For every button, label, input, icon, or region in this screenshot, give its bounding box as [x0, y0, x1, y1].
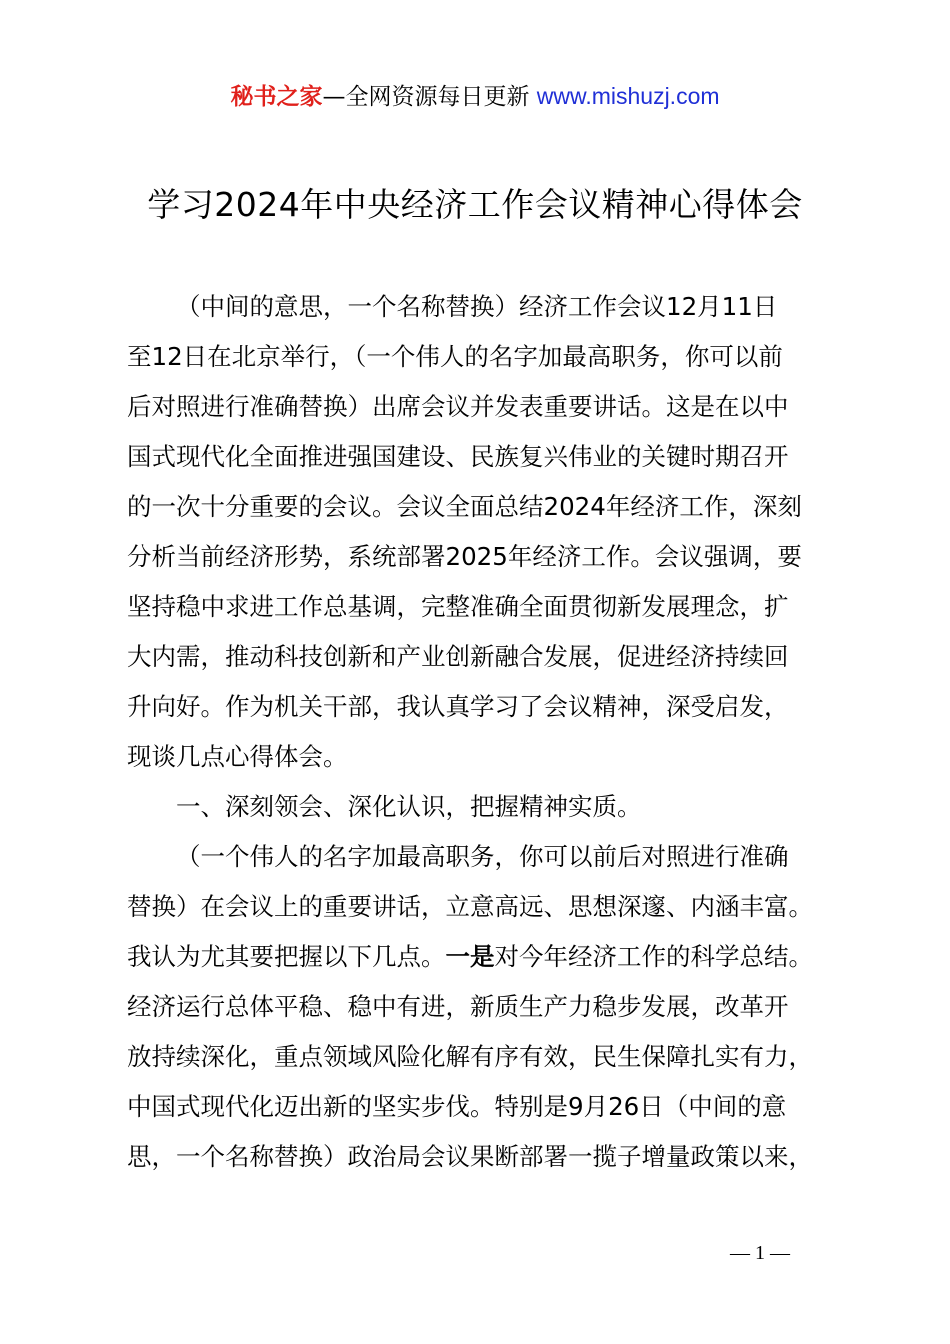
text-line: 坚持稳中求进工作总基调，完整准确全面贯彻新发展理念，扩: [127, 592, 789, 621]
text-line: 经济运行总体平稳、稳中有进，新质生产力稳步发展，改革开: [127, 992, 789, 1021]
text-line: 大内需，推动科技创新和产业创新融合发展，促进经济持续回: [127, 642, 789, 671]
text-line: [127, 932, 847, 982]
text-line: 放持续深化，重点领域风险化解有序有效，民生保障扎实有力，: [127, 1042, 813, 1071]
site-banner: [0, 80, 950, 113]
text-run: 对今年经济工作的科学总结。: [494, 942, 813, 971]
text-line: （一个伟人的名字加最高职务，你可以前后对照进行准确: [176, 842, 789, 871]
paragraph-section-1: [127, 832, 847, 1182]
site-brand: 秘书之家: [230, 84, 323, 110]
text-line: 后对照进行准确替换）出席会议并发表重要讲话。这是在以中: [127, 392, 789, 421]
section-heading-1: [127, 782, 847, 832]
text-line: （中间的意思，一个名称替换）经济工作会议12月11日: [176, 292, 778, 321]
emphasis-point-one: 一是: [445, 942, 495, 971]
text-line: 分析当前经济形势，系统部署2025年经济工作。会议强调，要: [127, 542, 802, 571]
text-line: 升向好。作为机关干部，我认真学习了会议精神，深受启发，: [127, 692, 789, 721]
paragraph-intro: [127, 282, 847, 782]
section-heading-text: 一、深刻领会、深化认识，把握精神实质。: [176, 792, 642, 821]
text-run: 我认为尤其要把握以下几点。: [127, 942, 446, 971]
text-line: 中国式现代化迈出新的坚实步伐。特别是9月26日（中间的意: [127, 1092, 787, 1121]
text-line: 思，一个名称替换）政治局会议果断部署一揽子增量政策以来，: [127, 1142, 813, 1171]
document-title: 学习2024年中央经济工作会议精神心得体会: [147, 185, 803, 224]
page-number: — 1 —: [730, 1242, 790, 1264]
text-line: 国式现代化全面推进强国建设、民族复兴伟业的关键时期召开: [127, 442, 789, 471]
text-line: 现谈几点心得体会。: [127, 742, 348, 771]
text-line: 至12日在北京举行，（一个伟人的名字加最高职务，你可以前: [127, 342, 783, 371]
site-url-link[interactable]: www.mishuzj.com: [536, 83, 720, 109]
text-line: 的一次十分重要的会议。会议全面总结2024年经济工作，深刻: [127, 492, 802, 521]
document-body: [127, 282, 847, 1182]
text-line: 替换）在会议上的重要讲话，立意高远、思想深邃、内涵丰富。: [127, 892, 813, 921]
site-tagline: —全网资源每日更新: [322, 84, 530, 110]
